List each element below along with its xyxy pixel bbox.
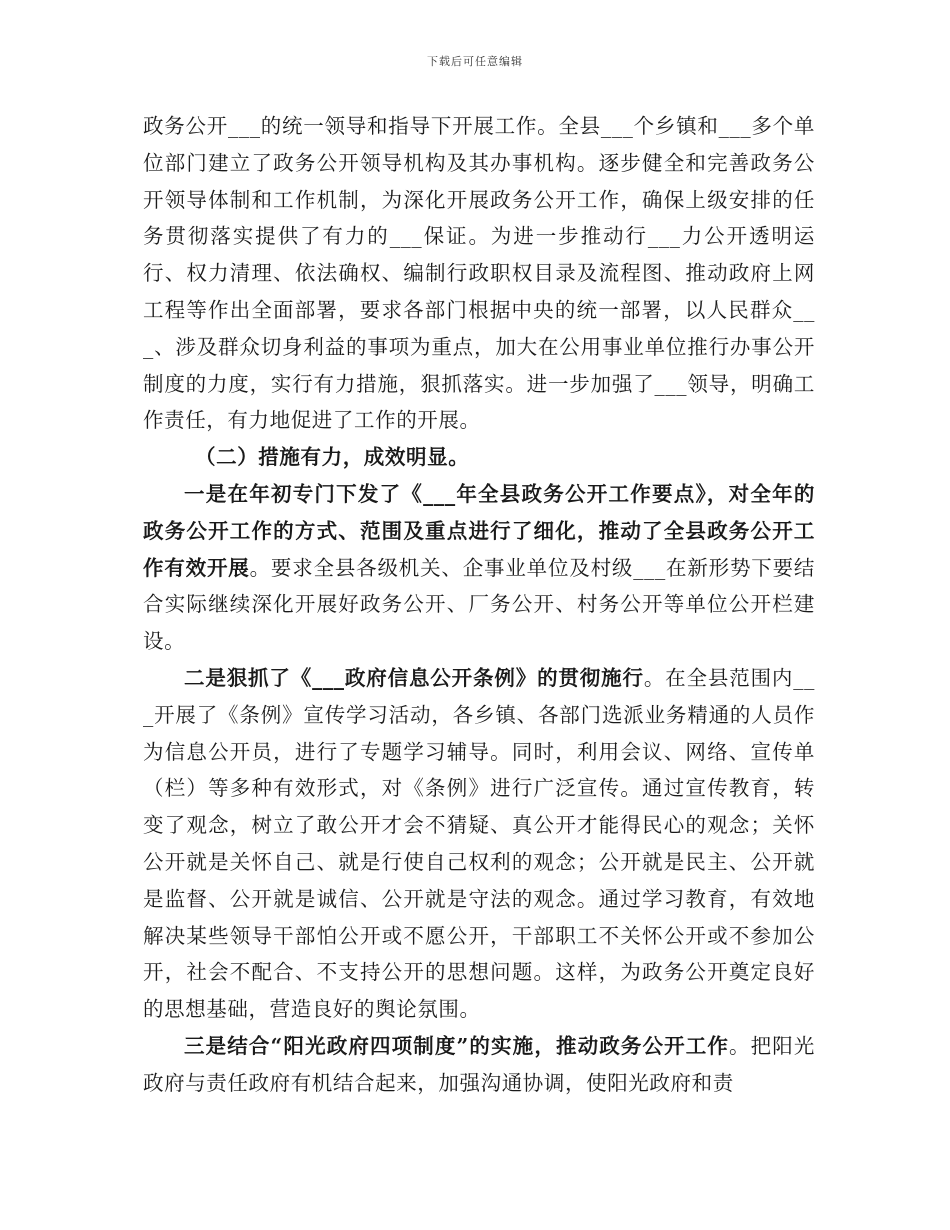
paragraph-4-body: 。把阳光政府与责任政府有机结合起来，加强沟通协调，使阳光政府和责 — [143, 1033, 815, 1095]
paragraph-1: 政务公开___的统一领导和指导下开展工作。全县___个乡镇和___多个单位部门建立了政务公开领导机构及其办事机构。逐步健全和完善政务公开领导体制和工作机制，为深化开展政务公开工作，确保上级安排的任务贯彻落实提供了有力的___保证。为进一步推动行___力公开透明运行、权力清理、依法确权、编制行政职权目录及流程图、推动政府上网工程等作出全面部署，要求各部门根据中央的统一部署，以人民群众___、涉及群众切身利益的事项为重点，加大在公用事业单位推行办事公开制度的力度，实行有力措施，狠抓落实。进一步加强了___领导，明确工作责任，有力地促进了工作的开展。 — [143, 114, 815, 433]
paragraph-2 — [143, 476, 815, 660]
document-body — [143, 108, 815, 1102]
paragraph-3-lead: 二是狠抓了《___政府信息公开条例》的贯彻施行 — [184, 665, 644, 690]
paragraph-3 — [143, 660, 815, 1028]
paragraph-3-body: 。在全县范围内___开展了《条例》宣传学习活动，各乡镇、各部门选派业务精通的人员作为信息公开员，进行了专题学习辅导。同时，利用会议、网络、宣传单（栏）等多种有效形式，对《条例》进行广泛宣传。通过宣传教育，转变了观念，树立了敢公开才会不猜疑、真公开才能得民心的观念；关怀公开就是关怀自己、就是行使自己权利的观念；公开就是民主、公开就是监督、公开就是诚信、公开就是守法的观念。通过学习教育，有效地解决某些领导干部怕公开或不愿公开，干部职工不关怀公开或不参加公开，社会不配合、不支持公开的思想问题。这样，为政务公开奠定良好的思想基础，营造良好的舆论氛围。 — [143, 665, 815, 1022]
paragraph-4 — [143, 1028, 815, 1102]
paragraph-2-body: 。要求全县各级机关、企事业单位及村级___在新形势下要结合实际继续深化开展好政务公开、厂务公开、村务公开等单位公开栏建设。 — [143, 555, 815, 654]
paragraph-2-lead: 一是在年初专门下发了《___年全县政务公开工作要点》，对全年的政务公开工作的方式、范围及重点进行了细化，推动了全县政务公开工作有效开展 — [143, 481, 815, 580]
section-heading-2: （二）措施有力，成效明显。 — [195, 445, 470, 470]
paragraph-4-lead: 三是结合“阳光政府四项制度”的实施，推动政务公开工作 — [184, 1033, 729, 1058]
page-header: 下载后可任意编辑 — [427, 55, 523, 68]
